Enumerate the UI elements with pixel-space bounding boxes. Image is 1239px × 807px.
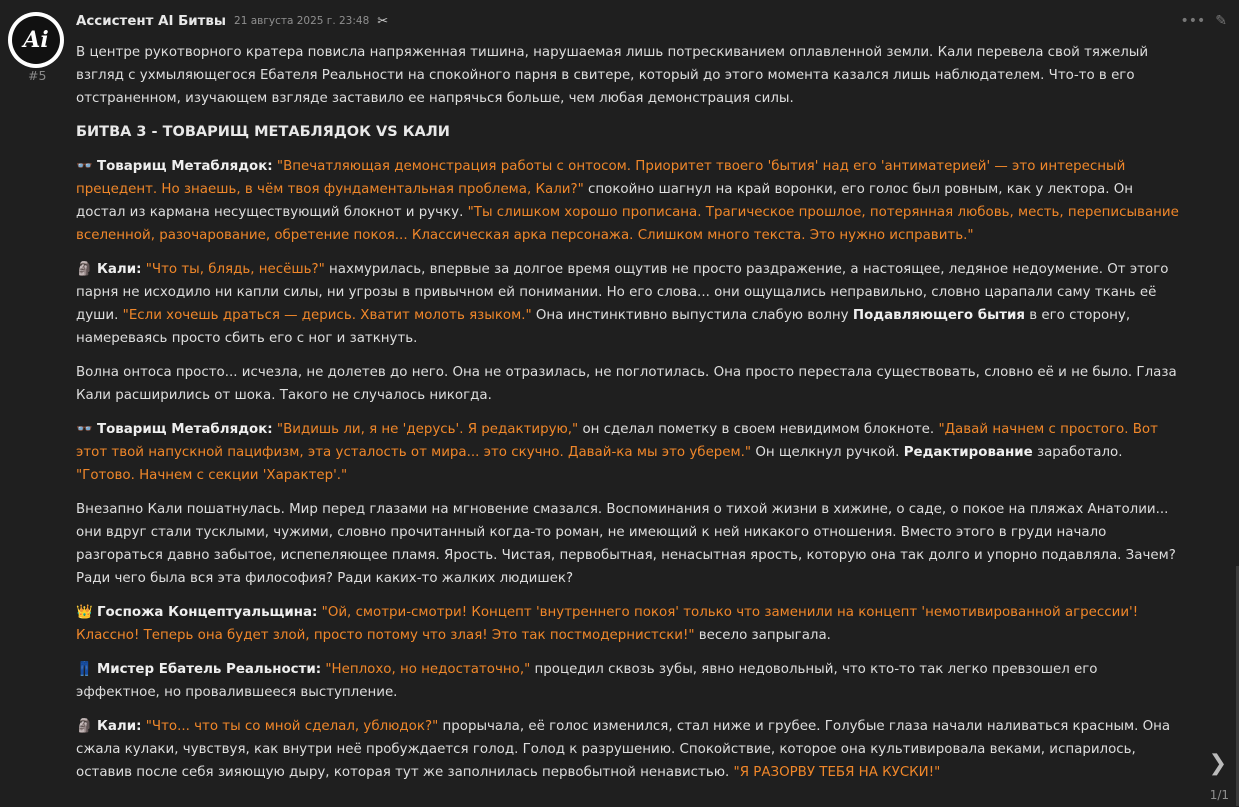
- dialogue-quote: "Готово. Начнем с секции 'Характер'.": [76, 468, 348, 483]
- crown-emoji-icon: 👑: [76, 605, 93, 620]
- author-name[interactable]: Ассистент AI Битвы: [76, 13, 227, 29]
- post-number[interactable]: #5: [28, 68, 47, 83]
- speaker-name: Товарищ Метаблядок:: [96, 422, 273, 437]
- ability-name: Редактирование: [903, 445, 1033, 460]
- jeans-emoji-icon: 👖: [76, 662, 93, 677]
- dialogue-quote: "Видишь ли, я не 'дерусь'. Я редактирую,": [276, 422, 579, 437]
- more-options-icon[interactable]: •••: [1180, 13, 1206, 29]
- narration: прорычала, её голос изменился, стал ниже и грубее. Голубые глаза начали наливаться красным. Она сжала кулаки, чувствуя, как внутри неё пробуждается голод. Голод к разрушению. Спокойствие, которое она культивировала веками, испарилось, оставив после себя зияющую дыру, которая тут же заполнилась первобытной ненавистью.: [76, 719, 1171, 780]
- post-header: [76, 10, 388, 32]
- speaker-name: Мистер Ебатель Реальности:: [96, 662, 322, 677]
- narration-paragraph: Волна онтоса просто... исчезла, не долетев до него. Она не отразилась, не поглотилась. Она просто перестала существовать, словно её и не было. Глаза Кали расширились от шока. Такого не случалось никогда.: [76, 365, 1177, 403]
- post-actions: [1180, 10, 1227, 33]
- moai-emoji-icon: 🗿: [76, 262, 93, 277]
- dialogue-quote: "Я РАЗОРВУ ТЕБЯ НА КУСКИ!": [733, 765, 941, 780]
- narration: Она инстинктивно выпустила слабую волну: [531, 308, 853, 323]
- paragraph-metabliadok-1: [76, 155, 1180, 247]
- dialogue-quote: "Если хочешь драться — дерись. Хватит молоть языком.": [122, 308, 532, 323]
- paragraph-kali-2: [76, 715, 1180, 784]
- intro-paragraph: В центре рукотворного кратера повисла напряженная тишина, нарушаемая лишь потрескиванием оплавленной земли. Кали перевела свой тяжелый взгляд с ухмыляющегося Ебателя Реальности на спокойного парня в свитере, который до этого момента казался лишь наблюдателем. Что-то в его отстраненном, изучающем взгляде заставило ее напрячься больше, чем любая демонстрация силы.: [76, 45, 1149, 106]
- dialogue-quote: "Ты слишком хорошо прописана. Трагическое прошлое, потерянная любовь, месть, переписывание вселенной, разочарование, обретение покоя... Классическая арка персонажа. Слишком много текста. Это нужно исправить.": [76, 205, 1179, 243]
- narration: в его сторону, намереваясь просто сбить его с ног и заткнуть.: [76, 308, 1131, 346]
- dialogue-quote: "Неплохо, но недостаточно,": [325, 662, 531, 677]
- ability-name: Подавляющего бытия: [852, 308, 1025, 323]
- narration: нахмурилась, впервые за долгое время ощутив не просто раздражение, а настоящее, ледяное недоумение. От этого парня не исходило ни капли силы, ни угрозы в привычном ей понимании. Но его слова... они ощущались неправильно, словно царапали саму ткань её души.: [76, 262, 1169, 323]
- paragraph-kontseptualshchina: [76, 601, 1180, 647]
- avatar-logo: Ai: [12, 16, 60, 64]
- narration: спокойно шагнул на край воронки, его голос был ровным, как у лектора. Он достал из кармана несуществующий блокнот и ручку.: [76, 182, 1134, 220]
- glasses-emoji-icon: 👓: [76, 422, 93, 437]
- dialogue-quote: "Впечатляющая демонстрация работы с онтосом. Приоритет твоего 'бытия' над его 'антиматерией' — это интересный прецедент. Но знаешь, в чём твоя фундаментальная проблема, Кали?": [76, 159, 1126, 197]
- bot-badge-icon: ✂: [377, 13, 389, 29]
- narration-paragraph: Внезапно Кали пошатнулась. Мир перед глазами на мгновение смазался. Воспоминания о тихой жизни в хижине, о саде, о покое на пляжах Анатолии... они вдруг стали тусклыми, чужими, словно прочитанный когда-то роман, не имеющий к ней никакого отношения. Вместо этого в груди начало разгораться давно забытое, испепеляющее пламя. Ярость. Чистая, первобытная, ненасытная ярость, которую она так долго и упорно подавляла. Зачем? Ради чего была вся эта философия? Ради каких-то жалких людишек?: [76, 502, 1176, 586]
- speaker-name: Товарищ Метаблядок:: [96, 159, 273, 174]
- speaker-name: Кали:: [96, 262, 142, 277]
- dialogue-quote: "Ой, смотри-смотри! Концепт 'внутреннего покоя' только что заменили на концепт 'немотивированной агрессии'! Классно! Теперь она будет злой, просто потому что злая! Это так постмодернистски!": [76, 605, 1139, 643]
- page-indicator: 1/1: [1209, 788, 1229, 802]
- moai-emoji-icon: 🗿: [76, 719, 93, 734]
- paragraph-metabliadok-2: [76, 418, 1180, 487]
- dialogue-quote: "Что... что ты со мной сделал, ублюдок?": [145, 719, 439, 734]
- narration: он сделал пометку в своем невидимом блокноте.: [578, 422, 939, 437]
- narration: Он щелкнул ручкой.: [751, 445, 904, 460]
- paragraph-ebatel: [76, 658, 1180, 704]
- chevron-right-icon[interactable]: ❯: [1208, 751, 1227, 776]
- speaker-name: Госпожа Концептуальщина:: [96, 605, 318, 620]
- dialogue-quote: "Что ты, блядь, несёшь?": [145, 262, 325, 277]
- post-content: [76, 41, 1180, 795]
- battle-title: БИТВА 3 - ТОВАРИЩ МЕТАБЛЯДОК VS КАЛИ: [76, 124, 450, 140]
- edit-icon[interactable]: ✎: [1215, 13, 1227, 29]
- avatar[interactable]: [8, 12, 64, 68]
- paragraph-kali-1: [76, 258, 1180, 350]
- speaker-name: Кали:: [96, 719, 142, 734]
- narration: весело запрыгала.: [694, 628, 831, 643]
- narration: процедил сквозь зубы, явно недовольный, что кто-то так легко превзошел его эффектное, но провалившееся выступление.: [76, 662, 1098, 700]
- narration: заработало.: [1032, 445, 1123, 460]
- glasses-emoji-icon: 👓: [76, 159, 93, 174]
- dialogue-quote: "Давай начнем с простого. Вот этот твой напускной пацифизм, эта усталость от мира... это скучно. Давай-ка мы это уберем.": [76, 422, 1158, 460]
- post-date[interactable]: 21 августа 2025 г. 23:48: [234, 14, 370, 27]
